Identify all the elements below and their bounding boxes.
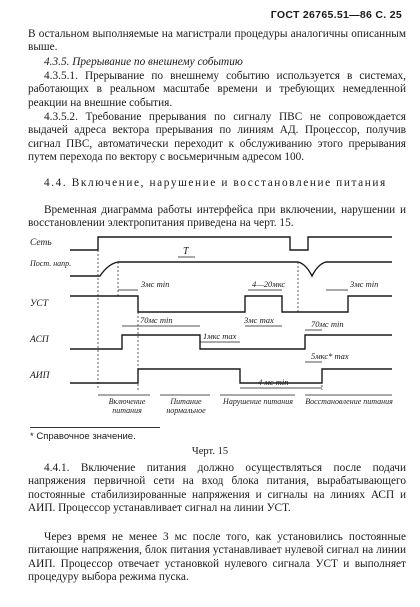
figure-caption: Черт. 15 <box>191 446 229 457</box>
phase-power-on: Включение питания <box>108 397 146 415</box>
signal-label-aip: АИП <box>30 371 50 381</box>
waveform-set <box>70 237 392 250</box>
signal-label-const-voltage: Пост. напр. <box>30 259 72 268</box>
label-3ms-min-b: 3мс min <box>350 279 379 289</box>
phase-restore: Восстановление питания <box>305 397 393 406</box>
footnote: * Справочное значение. <box>30 431 136 442</box>
signal-label-set: Сеть <box>30 238 52 248</box>
waveform-const-voltage <box>70 262 392 276</box>
signal-label-ust: УСТ <box>30 299 49 309</box>
label-70ms-min-b: 70мс min <box>311 319 344 329</box>
paragraph-4-4-1: 4.4.1. Включение питания должно осуществляться после подачи напряжения первичной сети на вход блока питания, вырабатывающего постоянные стабилизированные напряжения и сигналы на линиях АСП и АИП. Процессор устанавливает сигнал на линии УСТ. <box>28 462 406 515</box>
label-4-20us: 4—20мкс <box>252 279 286 289</box>
paragraph-continuation: В остальном выполняемые на магистрали процедуры аналогичны описанным выше. <box>28 28 406 54</box>
signal-label-asp: АСП <box>30 335 49 345</box>
label-4ms-min: 4 мс min <box>258 377 289 387</box>
label-1us-max: 1мкс max <box>203 331 237 341</box>
paragraph-4-3-5-1: 4.3.5.1. Прерывание по внешнему событию используется в системах, работающих в реальном масштабе времени и требующих немедленной реакции на внешние события. <box>28 70 406 109</box>
waveform-ust <box>70 296 392 312</box>
label-70ms-min-a: 70мс min <box>140 315 173 325</box>
section-heading-4-3-5: 4.3.5. Прерывание по внешнему событию <box>44 56 243 68</box>
page-header: ГОСТ 26765.51—86 С. 25 <box>270 9 402 21</box>
phase-failure: Нарушение питания <box>223 397 293 406</box>
label-3ms-min-a: 3мс min <box>141 279 170 289</box>
footnote-rule <box>30 427 160 428</box>
label-3ms-max: 3мс max <box>244 315 274 325</box>
label-5us-max: 5мкс* max <box>311 351 349 361</box>
paragraph-4-3-5-2: 4.3.5.2. Требование прерывания по сигналу ПВС не сопровождается выдачей адреса вектора прерывания по линиям АД. Процессор, получив сигнал ПВС, автоматически переходит к обслуживанию этого прерывания путем перехода по вектору с восьмеричным адресом 100. <box>28 111 406 164</box>
phase-normal: Питание нормальное <box>166 397 206 415</box>
waveform-aip <box>70 369 392 383</box>
paragraph-4-4-1-cont: Через время не менее 3 мс после того, как установились постоянные питающие напряжения, блок питания устанавливает нулевой сигнал на линии АИП. Процессор отвечает установкой нулевого сигнала УСТ и выполняет процедуру выбора режима пуска. <box>28 531 406 584</box>
label-t: T <box>183 246 189 257</box>
paragraph-4-4: Временная диаграмма работы интерфейса при включении, нарушении и восстановлении электропитания приведена на черт. 15. <box>28 204 406 230</box>
section-heading-4-4: 4.4. Включение, нарушение и восстановление питания <box>44 177 387 189</box>
